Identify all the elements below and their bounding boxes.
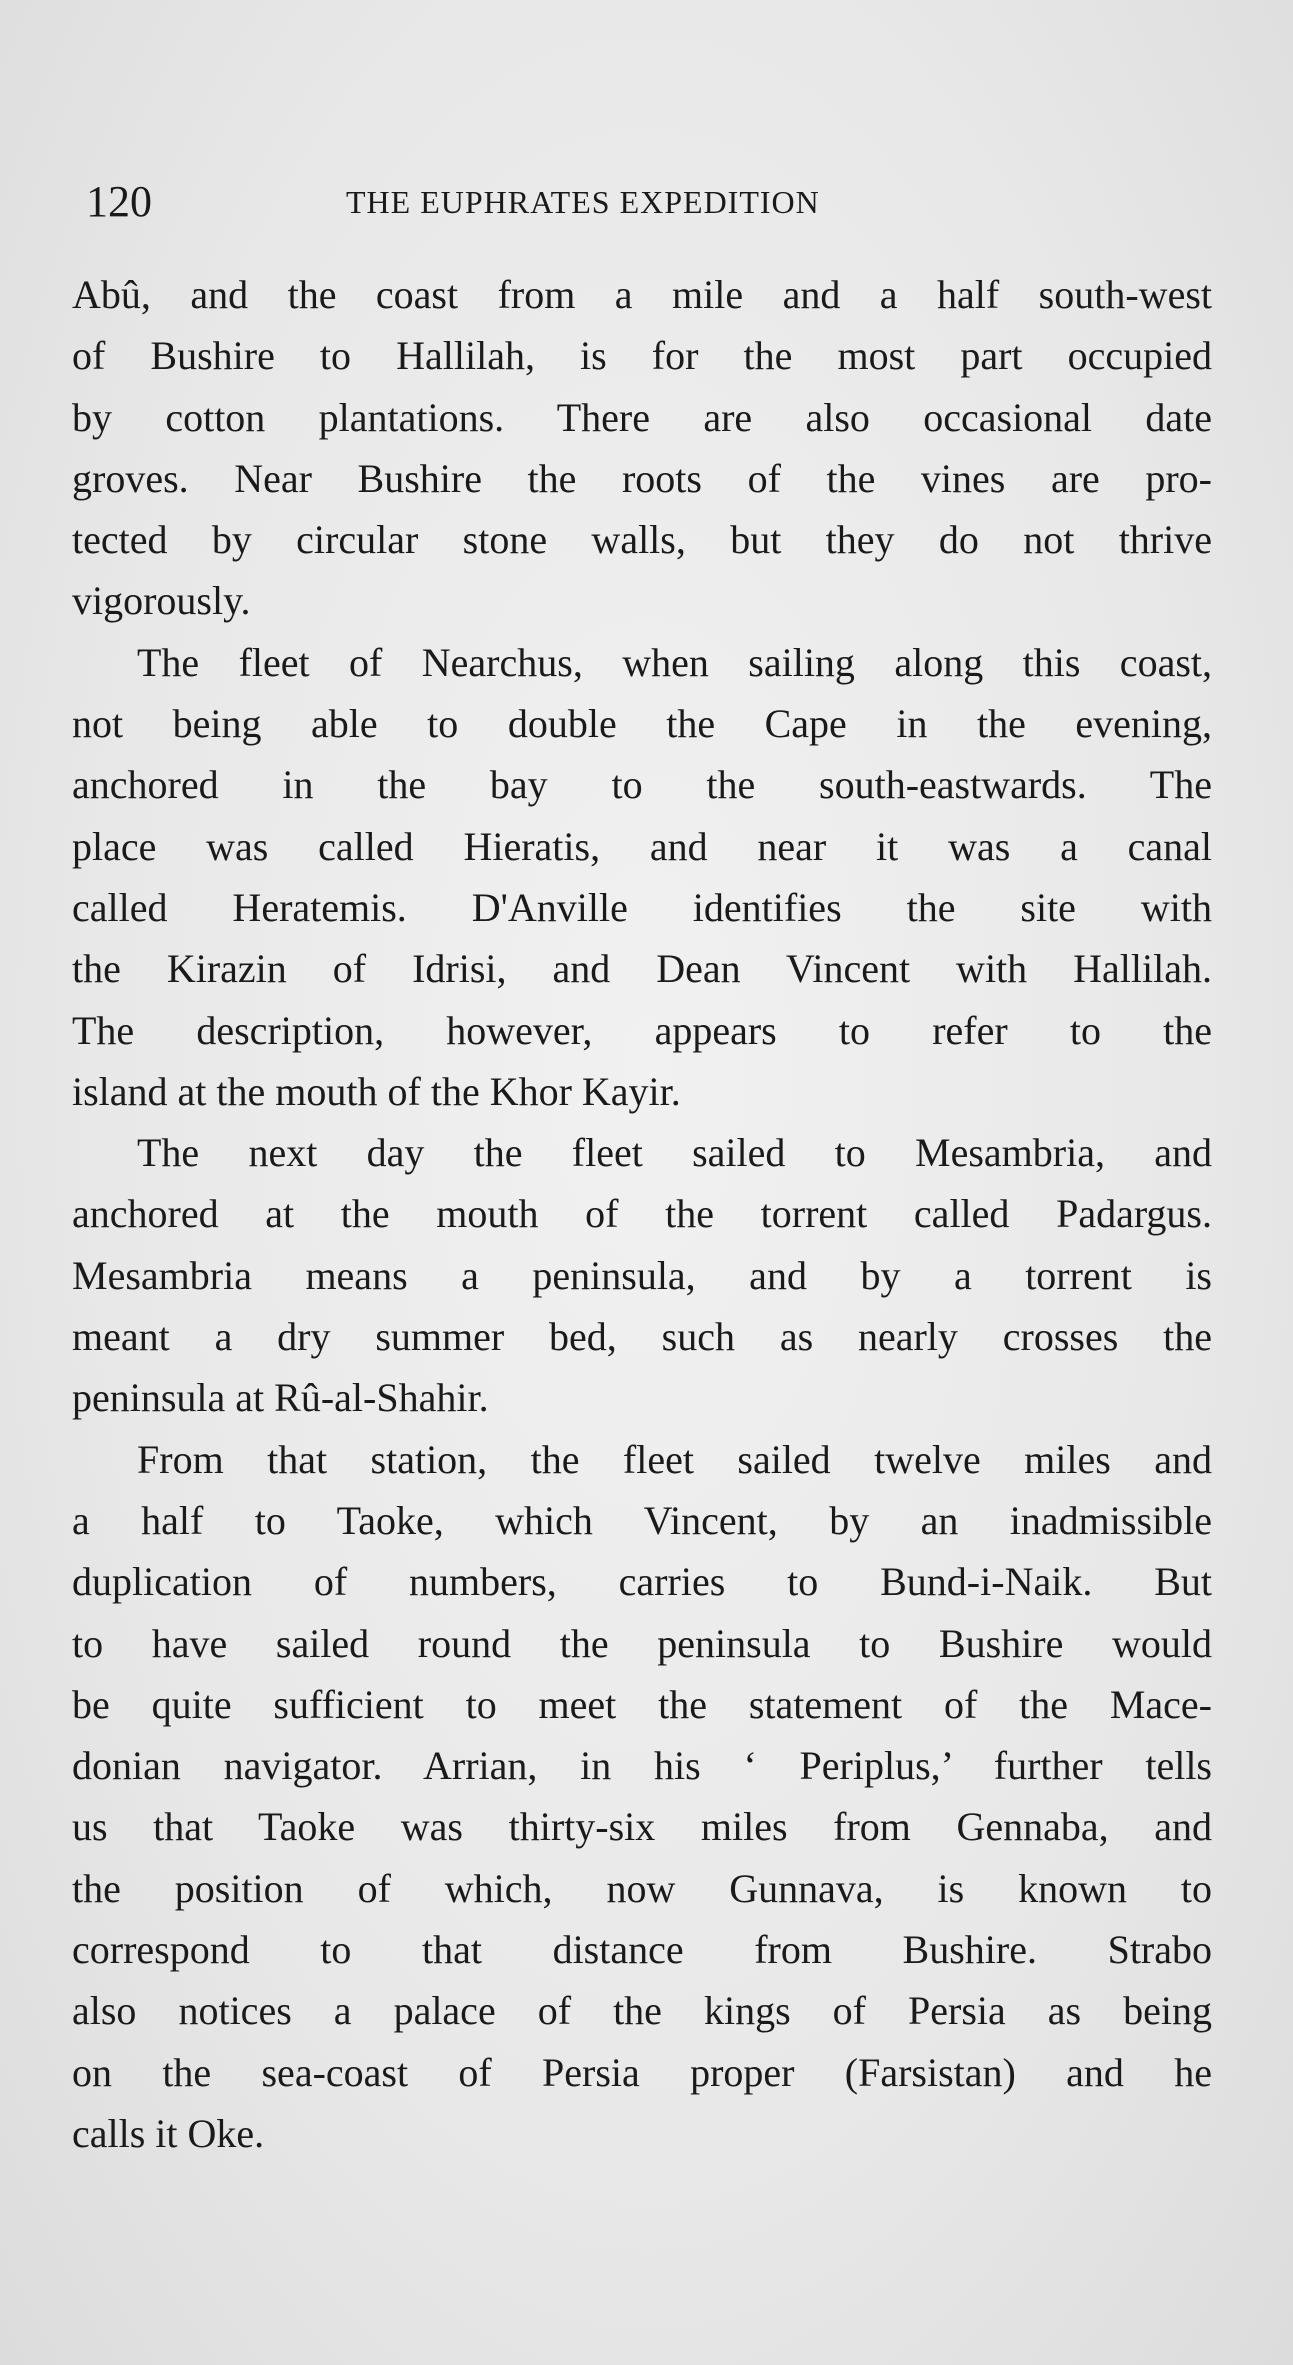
text-line: meant a dry summer bed, such as nearly crosses the <box>72 1314 1212 1360</box>
text-line: called Heratemis. D'Anville identifies the site with <box>72 884 1212 930</box>
text-line: be quite sufficient to meet the statement of the Mace- <box>72 1681 1212 1727</box>
text-line: calls it Oke. <box>72 2110 265 2156</box>
text-line: us that Taoke was thirty-six miles from Gennaba, and <box>72 1804 1212 1850</box>
text-line: correspond to that distance from Bushire. Strabo <box>72 1927 1212 1973</box>
text-line: donian navigator. Arrian, in his ‘ Periplus,’ further tells <box>72 1743 1212 1789</box>
text-line: on the sea-coast of Persia proper (Farsistan) and he <box>72 2049 1212 2095</box>
text-line: the Kirazin of Idrisi, and Dean Vincent with Hallilah. <box>72 946 1212 992</box>
text-line: duplication of numbers, carries to Bund-i-Naik. But <box>72 1559 1212 1605</box>
text-line: From that station, the fleet sailed twelve miles and <box>137 1436 1212 1482</box>
text-line: The description, however, appears to refer to the <box>72 1007 1212 1053</box>
text-line: to have sailed round the peninsula to Bushire would <box>72 1620 1212 1666</box>
text-line: of Bushire to Hallilah, is for the most part occupied <box>72 333 1212 379</box>
text-line: groves. Near Bushire the roots of the vines are pro- <box>72 455 1212 501</box>
text-line: also notices a palace of the kings of Persia as being <box>72 1988 1212 2034</box>
text-line: anchored at the mouth of the torrent called Padargus. <box>72 1191 1212 1237</box>
text-line: Abû, and the coast from a mile and a half south-west <box>72 272 1212 317</box>
text-line: The fleet of Nearchus, when sailing along this coast, <box>137 639 1212 685</box>
text-line: The next day the fleet sailed to Mesambria, and <box>137 1130 1212 1176</box>
text-line: vigorously. <box>72 578 251 624</box>
text-line: island at the mouth of the Khor Kayir. <box>72 1068 681 1114</box>
text-line: not being able to double the Cape in the evening, <box>72 701 1212 747</box>
body-text <box>72 264 1212 2164</box>
text-line: the position of which, now Gunnava, is known to <box>72 1865 1212 1911</box>
text-line: a half to Taoke, which Vincent, by an inadmissible <box>72 1497 1212 1543</box>
running-title: THE EUPHRATES EXPEDITION <box>346 184 820 220</box>
text-line: peninsula at Rû-al-Shahir. <box>72 1375 489 1421</box>
text-line: Mesambria means a peninsula, and by a torrent is <box>72 1252 1212 1298</box>
text-line: tected by circular stone walls, but they do not thrive <box>72 517 1212 563</box>
text-line: anchored in the bay to the south-eastwards. The <box>72 762 1212 808</box>
page-number: 120 <box>86 177 152 226</box>
text-line: by cotton plantations. There are also occasional date <box>72 394 1212 440</box>
page-header <box>86 172 1214 232</box>
text-line: place was called Hieratis, and near it was a canal <box>72 823 1212 869</box>
